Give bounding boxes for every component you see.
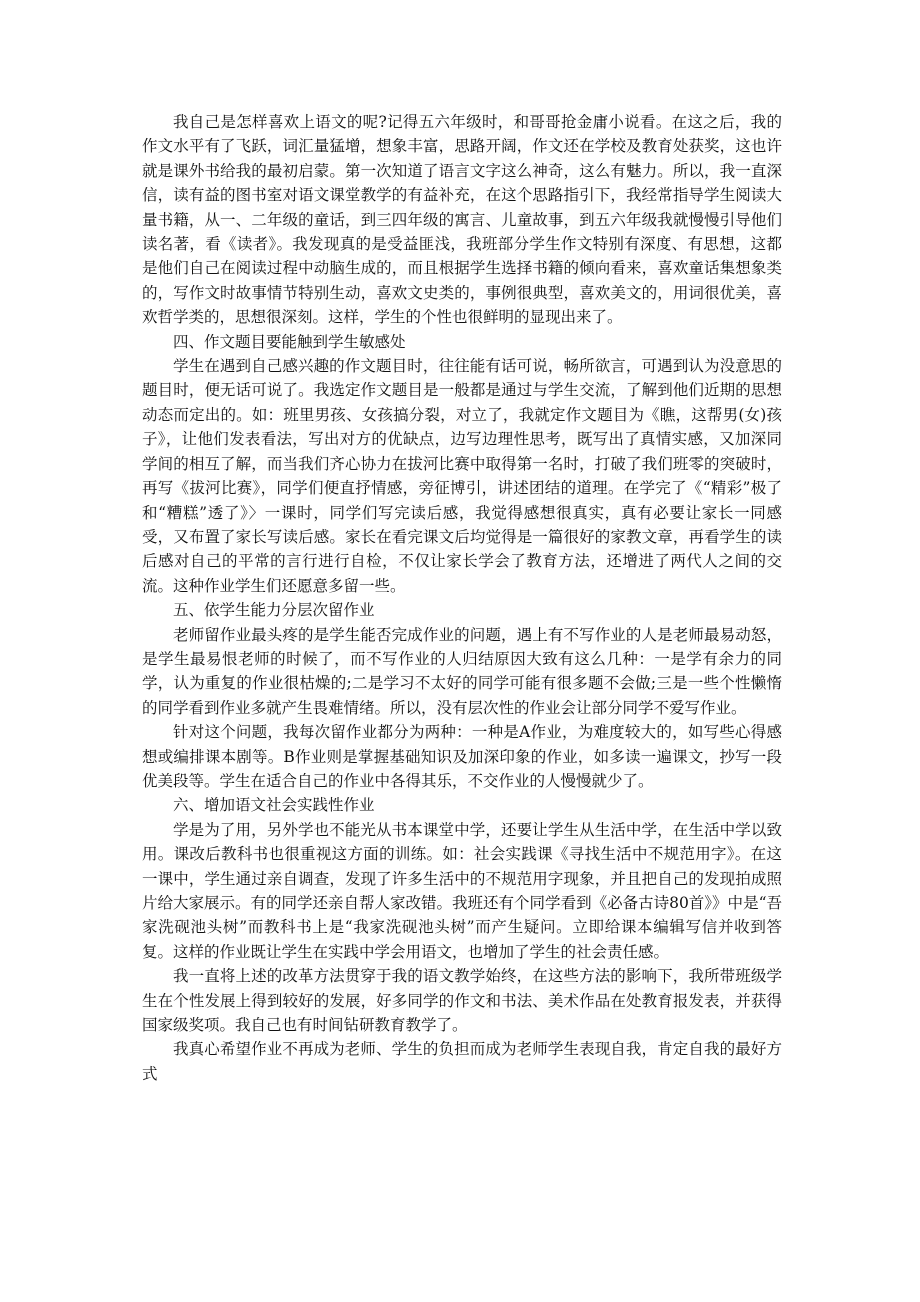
section-heading-five: 五、依学生能力分层次留作业 — [173, 601, 375, 620]
paragraph-results: 我一直将上述的改革方法贯穿于我的语文教学始终，在这些方法的影响下，我所带班级学生在个性发展上得到较好的发展，好多同学的作文和书法、美术作品在处教育报发表，并获得国家级奖项。我自己也有时间钻研教育教学了。 — [142, 967, 782, 1035]
document-body — [142, 110, 782, 1086]
paragraph-composition-topics: 学生在遇到自己感兴趣的作文题目时，往往能有话可说，畅所欲言，可遇到认为没意思的题目时，便无话可说了。我选定作文题目是一般都是通过与学生交流，了解到他们近期的思想动态而定出的。如：班里男孩、女孩搞分裂，对立了，我就定作文题目为《瞧，这帮男(女)孩子》，让他们发表看法，写出对方的优缺点，边写边理性思考，既写出了真情实感，又加深同学间的相互了解，而当我们齐心协力在拔河比赛中取得第一名时，打破了我们班零的突破时，再写《拔河比赛》，同学们便直抒情感，旁征博引，讲述团结的道理。在学完了《“精彩”极了和“糟糕”透了》〉一课时，同学们写完读后感，我觉得感想很真实，真有必要让家长一同感受，又布置了家长写读后感。家长在看完课文后均觉得是一篇很好的家教文章，再看学生的读后感对自己的平常的言行进行自检，不仅让家长学会了教育方法，还增进了两代人之间的交流。这种作业学生们还愿意多留一些。 — [142, 357, 782, 595]
paragraph-homework-problem: 老师留作业最头疼的是学生能否完成作业的问题，遇上有不写作业的人是老师最易动怒，是学生最易恨老师的时候了，而不写作业的人归结原因大致有这么几种：一是学有余力的同学，认为重复的作业很枯燥的;二是学习不太好的同学可能有很多题不会做;三是一些个性懒惰的同学看到作业多就产生畏难情绪。所以，没有层次性的作业会让部分同学不爱写作业。 — [142, 625, 782, 717]
paragraph-reading-interest: 我自己是怎样喜欢上语文的呢?记得五六年级时，和哥哥抢金庸小说看。在这之后，我的作文水平有了飞跃，词汇量猛增，想象丰富，思路开阔，作文还在学校及教育处获奖，这也许就是课外书给我的最初启蒙。第一次知道了语言文字这么神奇，这么有魅力。所以，我一直深信，读有益的图书室对语文课堂教学的有益补充，在这个思路指引下，我经常指导学生阅读大量书籍，从一、二年级的童话，到三四年级的寓言、儿童故事，到五六年级我就慢慢引导他们读名著，看《读者》。我发现真的是受益匪浅，我班部分学生作文特别有深度、有思想，这都是他们自己在阅读过程中动脑生成的，而且根据学生选择书籍的倾向看来，喜欢童话集想象类的，写作文时故事情节特别生动，喜欢文史类的，事例很典型，喜欢美文的，用词很优美，喜欢哲学类的，思想很深刻。这样，学生的个性也很鲜明的显现出来了。 — [142, 113, 782, 327]
section-heading-four: 四、作文题目要能触到学生敏感处 — [173, 332, 406, 351]
paragraph-homework-levels: 针对这个问题，我每次留作业都分为两种：一种是A作业，为难度较大的，如写些心得感想或编排课本剧等。B作业则是掌握基础知识及加深印象的作业，如多读一遍课文，抄写一段优美段等。学生在适合自己的作业中各得其乐，不交作业的人慢慢就少了。 — [142, 723, 782, 790]
paragraph-closing: 我真心希望作业不再成为老师、学生的负担而成为老师学生表现自我，肯定自我的最好方式 — [142, 1040, 782, 1083]
section-heading-six: 六、增加语文社会实践性作业 — [173, 796, 375, 815]
paragraph-social-practice: 学是为了用，另外学也不能光从书本课堂中学，还要让学生从生活中学，在生活中学以致用。课改后教科书也很重视这方面的训练。如：社会实践课《寻找生活中不规范用字》。在这一课中，学生通过亲自调查，发现了许多生活中的不规范用字现象，并且把自己的发现拍成照片给大家展示。有的同学还亲自帮人家改错。我班还有个同学看到《必备古诗80首》》中是“吾家洗砚池头树”而教科书上是“我家洗砚池头树”而产生疑问。立即给课本编辑写信并收到答复。这样的作业既让学生在实践中学会用语文，也增加了学生的社会责任感。 — [142, 820, 782, 961]
